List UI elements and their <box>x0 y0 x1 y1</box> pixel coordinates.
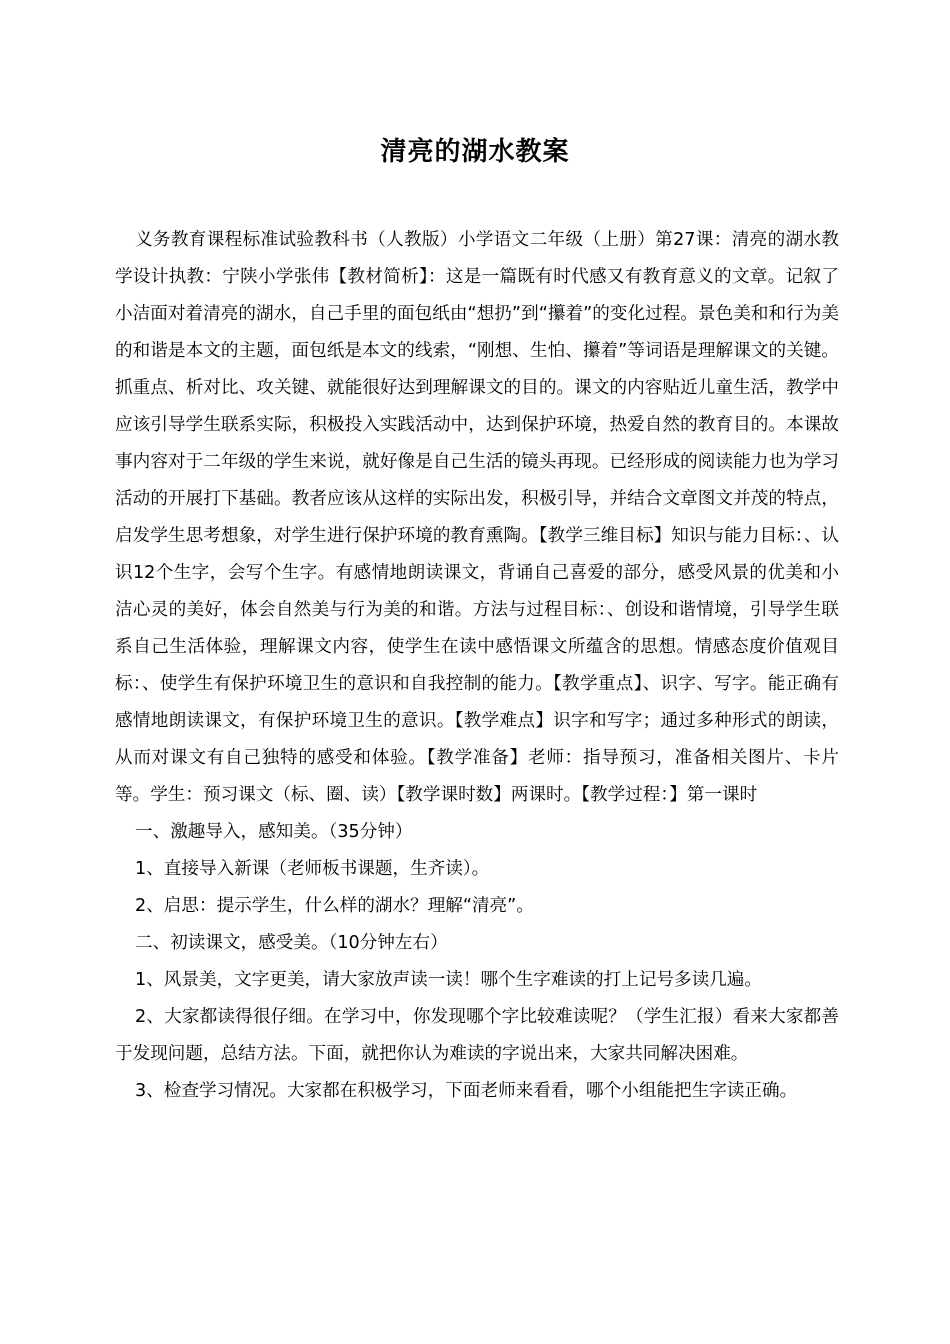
list-item: 2、启思：提示学生，什么样的湖水？理解“清亮”。 <box>135 896 534 916</box>
list-item: 1、风景美，文字更美，请大家放声读一读！哪个生字难读的打上记号多读几遍。 <box>135 970 762 990</box>
list-item: 2、大家都读得很仔细。在学习中，你发现哪个字比较难读呢？（学生汇报）看来大家都善于发现问题，总结方法。下面，就把你认为难读的字说出来，大家共同解决困难。 <box>115 1007 839 1064</box>
document-body <box>115 222 839 1110</box>
section-heading-2: 二、初读课文，感受美。（10分钟左右） <box>135 933 448 953</box>
intro-paragraph: 义务教育课程标准试验教科书（人教版）小学语文二年级（上册）第27课：清亮的湖水教学设计执教：宁陕小学张伟【教材简析】：这是一篇既有时代感又有教育意义的文章。记叙了小洁面对着清亮的湖水，自己手里的面包纸由“想扔”到“攥着”的变化过程。景色美和和行为美的和谐是本文的主题，面包纸是本文的线索，“刚想、生怕、攥着”等词语是理解课文的关键。抓重点、析对比、攻关键、就能很好达到理解课文的目的。课文的内容贴近儿童生活，教学中应该引导学生联系实际，积极投入实践活动中，达到保护环境，热爱自然的教育目的。本课故事内容对于二年级的学生来说，就好像是自己生活的镜头再现。已经形成的阅读能力也为学习活动的开展打下基础。教者应该从这样的实际出发，积极引导，并结合文章图文并茂的特点，启发学生思考想象，对学生进行保护环境的教育熏陶。【教学三维目标】知识与能力目标：、认识12个生字，会写个生字。有感情地朗读课文，背诵自己喜爱的部分，感受风景的优美和小洁心灵的美好，体会自然美与行为美的和谐。方法与过程目标：、创设和谐情境，引导学生联系自己生活体验，理解课文内容，使学生在读中感悟课文所蕴含的思想。情感态度价值观目标：、使学生有保护环境卫生的意识和自我控制的能力。【教学重点】、识字、写字。能正确有感情地朗读课文，有保护环境卫生的意识。【教学难点】识字和写字；通过多种形式的朗读，从而对课文有自己独特的感受和体验。【教学准备】老师：指导预习，准备相关图片、卡片等。学生：预习课文（标、圈、读）【教学课时数】两课时。【教学过程：】第一课时 <box>115 230 839 805</box>
section-heading-1: 一、激趣导入，感知美。（35分钟） <box>135 822 413 842</box>
document-title: 清亮的湖水教案 <box>380 137 570 167</box>
list-item: 3、检查学习情况。大家都在积极学习，下面老师来看看，哪个小组能把生字读正确。 <box>135 1081 798 1101</box>
list-item: 1、直接导入新课（老师板书课题，生齐读）。 <box>135 859 490 879</box>
